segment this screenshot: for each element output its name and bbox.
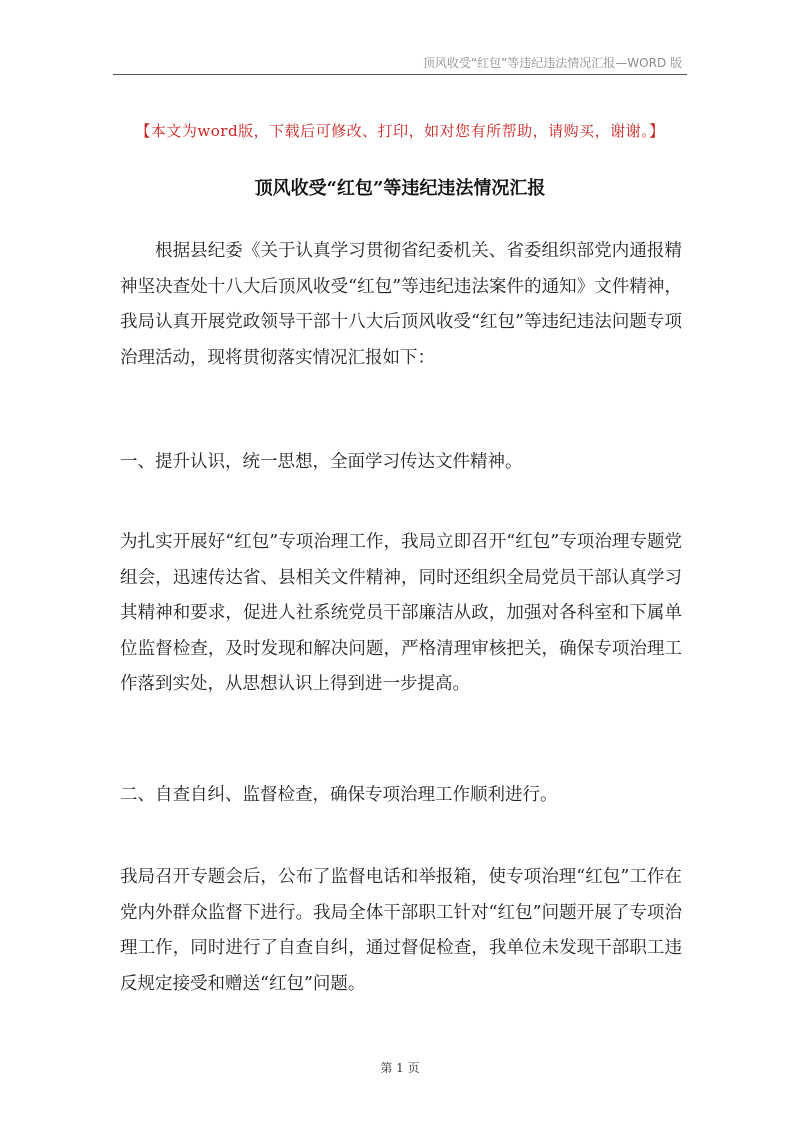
document-title: 顶风收受“红包”等违纪违法情况汇报 — [254, 178, 546, 199]
page-number: 第 1 页 — [380, 1061, 420, 1075]
download-notice: 【本文为word版，下载后可修改、打印，如对您有所帮助，请购买，谢谢。】 — [135, 122, 665, 140]
header-divider — [113, 74, 687, 75]
running-header: 顶风收受“红包”等违纪违法情况汇报—WORD 版 — [422, 56, 682, 70]
section-heading-2: 二、自查自纠、监督检查，确保专项治理工作顺利进行。 — [120, 785, 558, 805]
paragraph-section-2: 我局召开专题会后，公布了监督电话和举报箱，使专项治理“红包”工作在党内外群众监督下进行。我局全体干部职工针对“红包”问题开展了专项治理工作，同时进行了自查自纠，通过督促检查，我单位未发现干部职工违反规定接受和赠送“红包”问题。 — [120, 867, 682, 994]
section-heading-1: 一、提升认识，统一思想，全面学习传达文件精神。 — [120, 452, 523, 472]
paragraph-intro: 根据县纪委《关于认真学习贯彻省纪委机关、省委组织部党内通报精神坚决查处十八大后顶风收受“红包”等违纪违法案件的通知》文件精神，我局认真开展党政领导干部十八大后顶风收受“红包”等违纪违法问题专项治理活动，现将贯彻落实情况汇报如下： — [120, 241, 682, 368]
paragraph-section-1: 为扎实开展好“红包”专项治理工作，我局立即召开“红包”专项治理专题党组会，迅速传达省、县相关文件精神，同时还组织全局党员干部认真学习其精神和要求，促进人社系统党员干部廉洁从政，加强对各科室和下属单位监督检查，及时发现和解决问题，严格清理审核把关，确保专项治理工作落到实处，从思想认识上得到进一步提高。 — [120, 532, 682, 694]
